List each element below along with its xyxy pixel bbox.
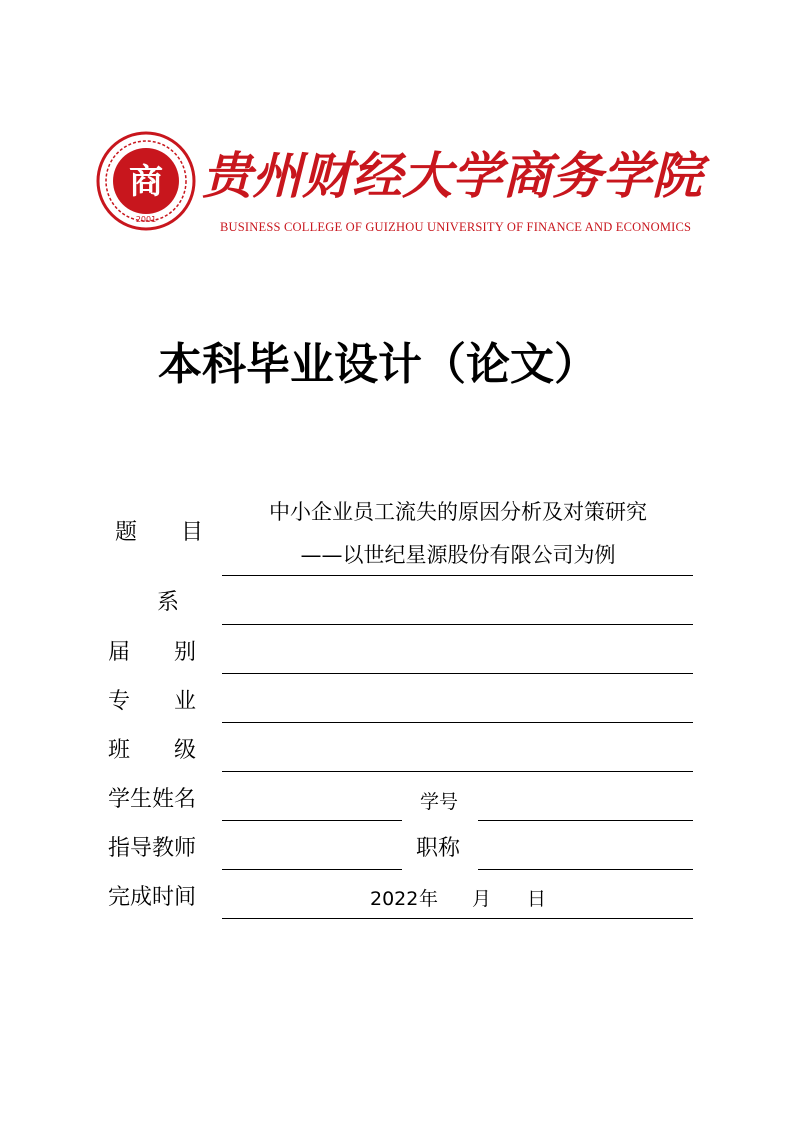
seal-char: 商 xyxy=(129,162,163,202)
major-label: 专 业 xyxy=(108,689,197,714)
topic-line-2: ——以世纪星源股份有限公司为例 xyxy=(300,543,616,567)
completion-label: 完成时间 xyxy=(108,885,197,910)
completion-year-unit: 年 xyxy=(419,888,439,910)
advisor-title-label: 职称 xyxy=(416,836,461,861)
topic-underline xyxy=(222,575,693,576)
session-label: 届 别 xyxy=(108,640,197,665)
completion-year[interactable]: 2022 xyxy=(370,888,419,910)
student-id-label: 学号 xyxy=(420,791,459,813)
completion-month-unit: 月 xyxy=(472,888,492,910)
student-name-underline xyxy=(222,820,402,821)
student-name-label: 学生姓名 xyxy=(108,787,197,812)
school-name-cn: 贵州财经大学商务学院 xyxy=(202,146,702,205)
department-underline xyxy=(222,624,693,625)
advisor-underline xyxy=(222,869,402,870)
seal-year: 2001 xyxy=(135,215,157,224)
advisor-title-underline xyxy=(478,869,693,870)
student-id-underline xyxy=(478,820,693,821)
session-underline xyxy=(222,673,693,674)
completion-underline xyxy=(222,918,693,919)
class-underline xyxy=(222,771,693,772)
completion-day-unit: 日 xyxy=(527,888,547,910)
department-label: 系 xyxy=(157,590,180,615)
document-title: 本科毕业设计（论文） xyxy=(158,339,598,390)
topic-label: 题 目 xyxy=(115,520,204,545)
school-seal-logo xyxy=(96,131,196,231)
topic-line-1: 中小企业员工流失的原因分析及对策研究 xyxy=(269,500,647,524)
school-name-en: BUSINESS COLLEGE OF GUIZHOU UNIVERSITY OF FINANCE AND ECONOMICS xyxy=(220,220,692,234)
advisor-label: 指导教师 xyxy=(108,836,197,861)
major-underline xyxy=(222,722,693,723)
class-label: 班 级 xyxy=(108,738,197,763)
